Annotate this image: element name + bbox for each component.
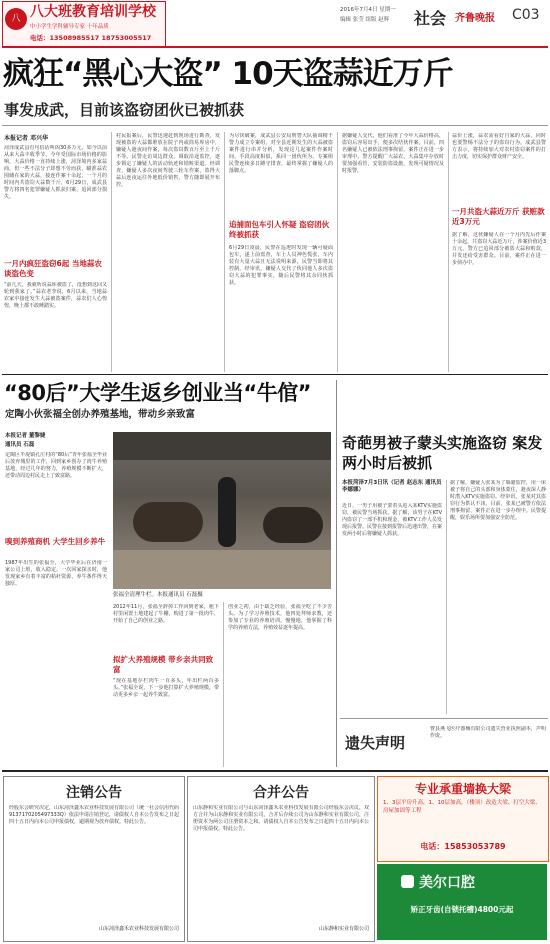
story1-subhead: 事发成武，目前该盗窃团伙已被抓获 <box>4 101 245 119</box>
story1-col2: 村民报案后，民警迅速赶到现场进行勘查，发现被盗的大蒜都堆放在院子内或简易库房中，嫌疑人趁夜间作案，每次盗窃数百斤至上千斤不等。民警走访周边群众，调取沿途监控，逐步锁定了嫌疑人的活动轨迹和销赃渠道。经调查，嫌疑人多次夜间驾驶三轮车作案，盗得大蒜后连夜运往外地低价销售，警方随即展开布控。 <box>116 133 220 188</box>
section-rule <box>2 374 548 375</box>
beam-ad-title: 专业承重墙换大梁 <box>414 782 511 796</box>
col-divider <box>446 480 447 714</box>
trough <box>113 550 331 589</box>
section-title: 社会 <box>414 9 447 28</box>
lost-notice-title: 遗失声明 <box>345 734 406 752</box>
story1-col3-sub: 追捕面包车引人怀疑 盗窃团伙终被抓获 <box>229 220 330 239</box>
merge-notice <box>187 776 375 942</box>
lost-notice-text: 曹县燕飞医疗器械有限公司遗失营业执照副本，声明作废。 <box>430 726 546 739</box>
top-ad <box>2 1 166 47</box>
photo-caption: 张福全清理牛栏。本报通讯员 石磊摄 <box>113 592 203 598</box>
story1-col3b: 6月29日凌晨，民警在巡逻时发现一辆可疑面包车，遂上前盘查，车上人员神色慌张，车内装有大量大蒜且无法说明来源，民警当即将其控制。经审讯，嫌疑人交代了伙同他人多次盗窃大蒜的犯罪事实，随后民警将其余同伙抓获。 <box>229 245 333 286</box>
story3-col1: 近日，一男子用被子蒙着头进入某KTV实施盗窃，被民警当场抓获。据了解，该男子在KTV内盗窃了一部手机和现金，被KTV工作人员发现后报警。民警在接到报警后迅速出警，在案发两小时后将嫌疑人抓获。 <box>342 503 442 537</box>
beam-ad-phone: 电话：15853053789 <box>420 842 506 851</box>
col-divider <box>336 380 337 767</box>
story1-rule <box>2 125 548 126</box>
notice-rule <box>340 718 548 719</box>
dental-brand: 美尔口腔 <box>419 875 475 891</box>
beam-ad <box>377 776 549 862</box>
merge-text: 山东静和实业有限公司与山东菏泽鑫禾农业科技发展有限公司经股东会决议，双方合并为山东静和实业有限公司，合并后存续公司为山东静和实业有限公司，注册资本为两公司注册资本之和。请债权人自本公告发布之日起四十五日内向本公司申报债权。特此公告。 <box>193 805 369 832</box>
cow-figure <box>263 507 323 543</box>
cow-figure <box>133 502 203 542</box>
story2-col1b: 1987年出生的张福全，大学毕业后在济南一家公司上班，收入稳定。一次回家探亲时，他发现家乡有着丰富的秸秆资源，养牛条件得天独厚。 <box>5 560 107 587</box>
col-divider <box>448 132 449 372</box>
story2-byline2: 通讯员 石磊 <box>5 442 35 448</box>
story1-col3: 为尽快破案，成武县公安局刑警大队抽调精干警力成立专案组，对全县近期发生的大蒜被盗案件进行串并分析，发现这几起案件作案时间、手段高度相似，系同一团伙所为。专案组民警连续多日蹲守排查，最终掌握了嫌疑人的落脚点。 <box>229 133 333 174</box>
story1-col4: 据嫌疑人交代，他们看准了今年大蒜价格高，盗窃后容易出手，便多次结伙作案。目前，四名嫌疑人已被依法刑事拘留，案件正在进一步审理中。警方提醒广大蒜农，大蒜集中存放时要加强看管，安装防盗设施，发现可疑情况及时报警。 <box>342 133 444 174</box>
story1-col1-sub: 一月内疯狂盗窃6起 当地蒜农谈盗色变 <box>4 259 102 278</box>
col-divider <box>111 132 112 372</box>
ad-title: 八大班教育培训学校 <box>30 4 156 20</box>
story1-byline: 本报记者 邓兴华 <box>4 135 49 142</box>
merge-company: 山东静和实业有限公司 <box>318 926 369 932</box>
story3-byline: 本报菏泽7月3日讯（记者 赵志东 通讯员 李娜娜） <box>342 480 442 493</box>
tooth-icon <box>401 875 414 888</box>
story2-col2-sub: 拟扩大养殖规模 带乡亲共同致富 <box>113 655 214 674</box>
story2-headline: “80后”大学生返乡创业当“牛倌” <box>4 381 311 405</box>
col-divider <box>223 602 224 767</box>
story1-col5-sub: 一月共盗大蒜近万斤 获赃款近3万元 <box>452 207 545 226</box>
story2-col1-sub: 嗅到养殖商机 大学生回乡养牛 <box>5 537 106 546</box>
story2-byline: 本报记者 董黎婕 <box>5 433 46 439</box>
story2-col1: 定陶区半堤镇孔庄村的“80后”青年张福全毕业后放弃城里的工作，回到家乡创办了肉牛养殖基地，经过几年的努力，养殖规模不断扩大，还带动周边村民走上了致富路。 <box>5 452 107 479</box>
school-logo: 八 <box>5 8 27 30</box>
story1-col5: 蒜价上涨，蒜农需看好自家的大蒜，同时也要警惕不法分子的盗窃行为。成武县警方表示，将持续加大对农村盗窃案件的打击力度，切实保护群众财产安全。 <box>452 133 546 160</box>
ad-line1: 中小学生学科辅导专家 十年品质 <box>30 24 109 30</box>
story2-subhead: 定陶小伙张福全创办养殖基地，带动乡亲致富 <box>5 409 196 420</box>
story3-headline: 奇葩男被子蒙头实施盗窃 案发两小时后被抓 <box>342 434 543 472</box>
story2-photo <box>113 432 331 589</box>
col-divider <box>224 132 225 372</box>
barn-roof <box>113 432 331 460</box>
story1-col5b: 据了解，这伙嫌疑人在一个月内先后作案十余起，共盗窃大蒜近万斤，涉案价值近3万元。警方已追回部分被盗大蒜和赃款，并发还给受害群众。目前，案件正在进一步侦办中。 <box>452 232 546 266</box>
ad-phone: 电话：13508985517 18753005517 <box>30 34 152 42</box>
bottom-rule <box>2 770 548 772</box>
beam-ad-text: 1、3层平房升高，1、10层加高，（楼顶）改造大梁、打空大梁、房屋加固等工程 <box>383 800 541 814</box>
header-rule <box>2 46 548 48</box>
cancel-notice <box>3 776 185 942</box>
story2-col2b: “现在基地存栏肉牛一百多头，年出栏两百多头。”张福全说，下一步他打算扩大养殖规模，带动更多乡亲一起养牛致富。 <box>113 678 219 698</box>
cancel-text: 经股东会研究决定，山东菏泽鑫禾农业科技发展有限公司（统一社会信用代码9137170205497333Q）依法申请注销登记，请债权人自本公告发布之日起四十五日内向本公司申报债权，逾期视为放弃债权。特此公告。 <box>9 805 179 825</box>
story3-col2: 据了解，嫌疑人张某为了躲避监控，用一床被子将自己的头部和身体蒙住，趁夜深人静时潜入KTV实施盗窃。经审讯，张某对其盗窃行为供认不讳。目前，张某已被警方依法刑事拘留，案件正在进一步办理中。民警提醒，娱乐场所要加强安全防范。 <box>450 480 546 521</box>
story1-col1b: “前几天，我就听说蒜库被盗了，没想到这回又轮到我家了。”蒜农老李说，6月以来，当地蒜农家中接连发生大蒜被盗案件，蒜农们人心惶惶，晚上都不敢睡踏实。 <box>4 282 107 309</box>
cancel-title: 注销公告 <box>66 785 122 801</box>
dental-text: 矫正牙齿(自锁托槽)4800元起 <box>410 905 514 914</box>
farmer-figure <box>218 477 236 547</box>
col-divider <box>337 132 338 372</box>
newspaper-brand: 齐鲁晚报 <box>455 13 495 24</box>
story1-col1a: 菏泽成武县有句俗话叫凶30多万元，如今以前从来大蒜丰收季节，今年受国际市场价格的影响，大蒜价格一直持续上涨，菏泽境内多家蒜商，但一些不法分子却想不劳而获，瞄准蒜农囤储在家的大蒜，接连作案十余起，一个月的时间内共盗窃大蒜数千斤，6月29日，成武县警方将四名犯罪嫌疑人抓获归案，追回部分损失。 <box>4 145 107 200</box>
header-editor: 编辑 张莹 组版 赵辉 <box>340 17 390 23</box>
merge-title: 合并公告 <box>253 785 309 801</box>
story1-headline: 疯狂“黑心大盗” 10天盗蒜近万斤 <box>3 56 453 92</box>
header-date: 2016年7月4日 星期一 <box>340 7 396 13</box>
page-number: C03 <box>512 7 540 23</box>
cancel-company: 山东菏泽鑫禾农业科技发展有限公司 <box>98 926 179 932</box>
story2-col3: 创业之初，由于缺乏经验，张福全吃了不少苦头。为了学习养殖技术，他四处拜师求教，还参加了专业的养殖培训。慢慢地，他掌握了科学的养殖方法，养殖效益逐年提高。 <box>228 604 332 631</box>
story2-col2a: 2012年11月，张福全辞掉工作回到老家，租下村里闲置土地建起了牛棚，购进了第一批肉牛，开始了自己的创业之路。 <box>113 604 219 624</box>
dental-ad <box>377 864 547 940</box>
